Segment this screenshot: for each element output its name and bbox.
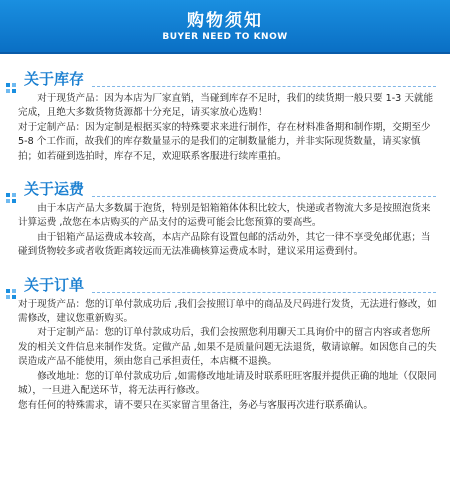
dashed-divider: [92, 196, 436, 197]
square-dots-icon: [6, 193, 17, 204]
section-title-orders: 关于订单: [24, 275, 85, 294]
section-shipping: [0, 178, 450, 260]
paragraph: 对于现货产品：您的订单付款成功后 ,我们会按照订单中的商品及尺码进行发货，无法进行修改，如需修改，建议您重新购买。: [18, 298, 437, 325]
dashed-divider: [92, 86, 436, 87]
square-dots-icon: [6, 289, 17, 300]
square-dots-icon: [6, 83, 17, 94]
paragraph: 对于定制产品：您的订单付款成功后，我们会按照您利用聊天工具询价中的留言内容或者您所发的相关文件信息来制作发货。定做产品 ,如果不是质量问题无法退货，敬请谅解。如因您自己的失误造成产品不能使用，须由您自己承担责任，本店概不退换。: [18, 327, 437, 368]
section-title-shipping: 关于运费: [24, 180, 85, 199]
paragraph: 由于本店产品大多数属于泡货，特别是铝箱箱体体积比较大，快递或者物流大多是按照泡货来计算运费 ,故您在本店购买的产品支付的运费可能会比您预算的要高些。: [18, 203, 431, 229]
dashed-divider: [92, 292, 436, 293]
section-body: [0, 200, 450, 260]
section-title-inventory: 关于库存: [24, 70, 85, 88]
section-header: [0, 178, 450, 200]
section-orders: [0, 274, 450, 413]
section-header: [0, 68, 450, 90]
section-header: [0, 274, 450, 296]
paragraph: 对于现货产品：因为本店为厂家直销，当碰到库存不足时，我们的续货期一般只要 1-3 天就能完成，且绝大多数货物货源都十分充足，请买家放心选购！: [18, 93, 434, 119]
banner-subtitle: BUYER NEED TO KNOW: [162, 32, 288, 42]
section-body: [0, 296, 450, 413]
paragraph: 修改地址：您的订单付款成功后 ,如需修改地址请及时联系旺旺客服并提供正确的地址（仅限同城），一旦进入配送环节，将无法再行修改。: [18, 370, 437, 397]
paragraph: 您有任何的特殊需求，请不要只在买家留言里备注，务必与客服再次进行联系确认。: [18, 399, 373, 411]
section-inventory: [0, 68, 450, 164]
section-body: [0, 90, 450, 164]
paragraph: 由于铝箱产品运费成本较高，本店产品除有设置包邮的活动外，其它一律不享受免邮优惠；当碰到货物较多或者收货距离较远而无法准确核算运费成本时，建议采用运费到付。: [18, 231, 431, 258]
header-banner: [0, 0, 450, 54]
paragraph: 对于定制产品：因为定制是根据买家的特殊要求来进行制作，存在材料准备期和制作期，交期至少 5-8 个工作而，故我们的库存数量显示的是我们的定制数量能力，并非实际现货数量，请买家慎拍；如若碰到选拍时，库存不足，欢迎联系客服进行续库重拍。: [18, 121, 431, 162]
banner-title: 购物须知: [187, 11, 263, 31]
